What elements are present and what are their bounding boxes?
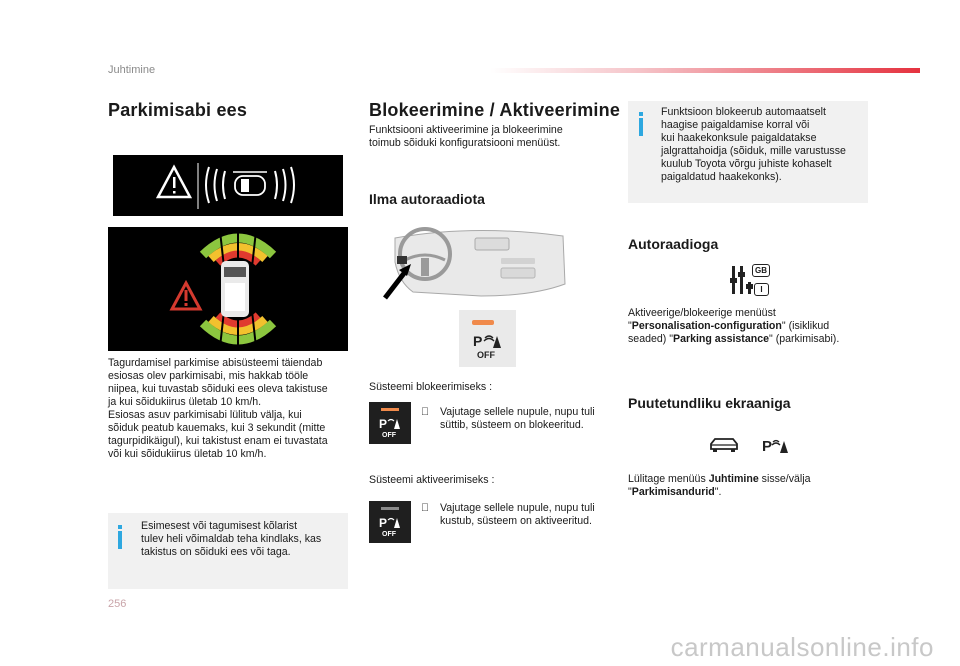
info-icon (118, 531, 122, 549)
text-part: " (parkimisabi). (769, 333, 840, 345)
info-line: kuulub Toyota võrgu juhiste kohaselt (661, 158, 832, 170)
menu-name: Juhtimine (708, 473, 759, 485)
text-part: " (628, 320, 632, 332)
info-text (141, 520, 346, 559)
bullet-icon (421, 406, 429, 419)
svg-text:P: P (762, 438, 773, 454)
radio-line (628, 333, 868, 346)
title-block-activate: Blokeerimine / Aktiveerimine (369, 100, 621, 120)
menu-name: Personalisation-configuration (631, 320, 782, 332)
button-off-label: OFF (477, 350, 495, 360)
radio-line (628, 320, 868, 333)
display-illustration (113, 155, 343, 216)
front-parking-description (108, 357, 358, 461)
language-badge: GB (752, 264, 770, 277)
menu-name: Parking assistance (673, 333, 769, 345)
button-led (381, 408, 399, 411)
button-off-label: OFF (382, 432, 396, 439)
bullet-icon (421, 502, 429, 515)
title-front-parking: Parkimisabi ees (108, 100, 248, 120)
description-line: ja kui sõidukiirus ületab 10 km/h. (108, 396, 262, 408)
text-part: Lülitage menüüs (628, 473, 709, 485)
info-line: kui haakekonksule paigaldatakse (661, 132, 817, 144)
activate-heading: Süsteemi aktiveerimiseks : (369, 474, 495, 486)
info-line: Esimesest või tagumisest kõlarist (141, 520, 298, 532)
subtitle-no-radio: Ilma autoraadiota (369, 191, 485, 207)
touch-line (628, 473, 868, 486)
description-line: Esiosas asuv parkimisabi lülitub välja, kui (108, 409, 302, 421)
info-line: Funktsioon blokeerub automaatselt (661, 106, 826, 118)
info-line: haagise paigaldamise korral või (661, 119, 810, 131)
description-line: esiosas olev parkimisabi, mis hakkab tööle (108, 370, 309, 382)
menu-name: Parkimisandurid (631, 486, 715, 498)
step-line: Vajutage sellele nupule, nupu tuli (440, 502, 595, 514)
svg-text:P: P (473, 333, 483, 349)
info-icon (639, 118, 643, 136)
description-line: Tagurdamisel parkimise abisüsteemi täiendab (108, 357, 323, 369)
dashboard-illustration (383, 222, 569, 308)
step-line: Vajutage sellele nupule, nupu tuli (440, 406, 595, 418)
section-label: Juhtimine (108, 64, 156, 76)
page-number: 256 (108, 598, 127, 610)
subtitle-touch-screen: Puutetundliku ekraaniga (628, 395, 791, 411)
text-part: " (isiklikud (781, 320, 830, 332)
watermark: carmanualsonline.info (670, 632, 934, 662)
intro-line: toimub sõiduki konfiguratsiooni menüüst. (369, 137, 561, 149)
header-accent-bar (490, 68, 920, 73)
info-line: paigaldatud haakekonks). (661, 171, 782, 183)
description-line: tagurpidikäigul), kui takistust enam ei tuvastata (108, 435, 328, 447)
info-line: takistus on sõiduki ees või taga. (141, 546, 291, 558)
info-text (661, 106, 867, 184)
step-line: kustub, süsteem on aktiveeritud. (440, 515, 592, 527)
radio-line: Aktiveerige/blokeerige menüüst (628, 307, 776, 319)
info-badge: I (754, 283, 769, 296)
button-off-label: OFF (382, 531, 396, 538)
activate-steps (440, 502, 610, 528)
parking-sensor-icon (762, 436, 790, 454)
intro-text (369, 124, 619, 150)
sensor-illustration (108, 227, 348, 351)
description-line: niipea, kui tuvastab sõiduki ees oleva takistuse (108, 383, 328, 395)
touch-line (628, 486, 868, 499)
text-part: " (628, 486, 632, 498)
car-icon (708, 436, 740, 454)
button-led (472, 320, 494, 325)
settings-sliders-icon (730, 264, 770, 298)
car-sensor-zones-icon (108, 227, 348, 351)
svg-text:P: P (379, 516, 388, 529)
touch-instructions (628, 473, 868, 499)
text-part: ". (714, 486, 722, 498)
front-sensor-display-icon (113, 155, 343, 216)
subtitle-with-radio: Autoraadioga (628, 236, 719, 252)
parking-off-button-led-off (369, 501, 411, 543)
block-steps (440, 406, 610, 432)
block-heading: Süsteemi blokeerimiseks : (369, 381, 493, 393)
parking-sensor-icon (379, 515, 403, 529)
text-part: sisse/välja (758, 473, 811, 485)
info-line: jalgrattahoidja (sõiduk, mille varustusse (661, 145, 846, 157)
radio-instructions (628, 307, 868, 346)
parking-off-button-large (459, 310, 516, 367)
step-line: süttib, süsteem on blokeeritud. (440, 419, 584, 431)
parking-off-button-led-on (369, 402, 411, 444)
description-line: või kui sõidukiirus ületab 10 km/h. (108, 448, 267, 460)
button-led (381, 507, 399, 510)
info-box-speakers (108, 513, 348, 589)
description-line: sõiduk peatub kauemaks, kui 3 sekundit (mitte (108, 422, 326, 434)
svg-text:P: P (379, 417, 388, 430)
text-part: seaded) " (628, 333, 673, 345)
parking-sensor-icon (473, 332, 503, 350)
parking-sensor-icon (379, 416, 403, 430)
info-box-towbar (628, 101, 868, 203)
info-line: tulev heli võimaldab teha kindlaks, kas (141, 533, 322, 545)
intro-line: Funktsiooni aktiveerimine ja blokeerimine (369, 124, 563, 136)
dashboard-icon (383, 222, 569, 308)
